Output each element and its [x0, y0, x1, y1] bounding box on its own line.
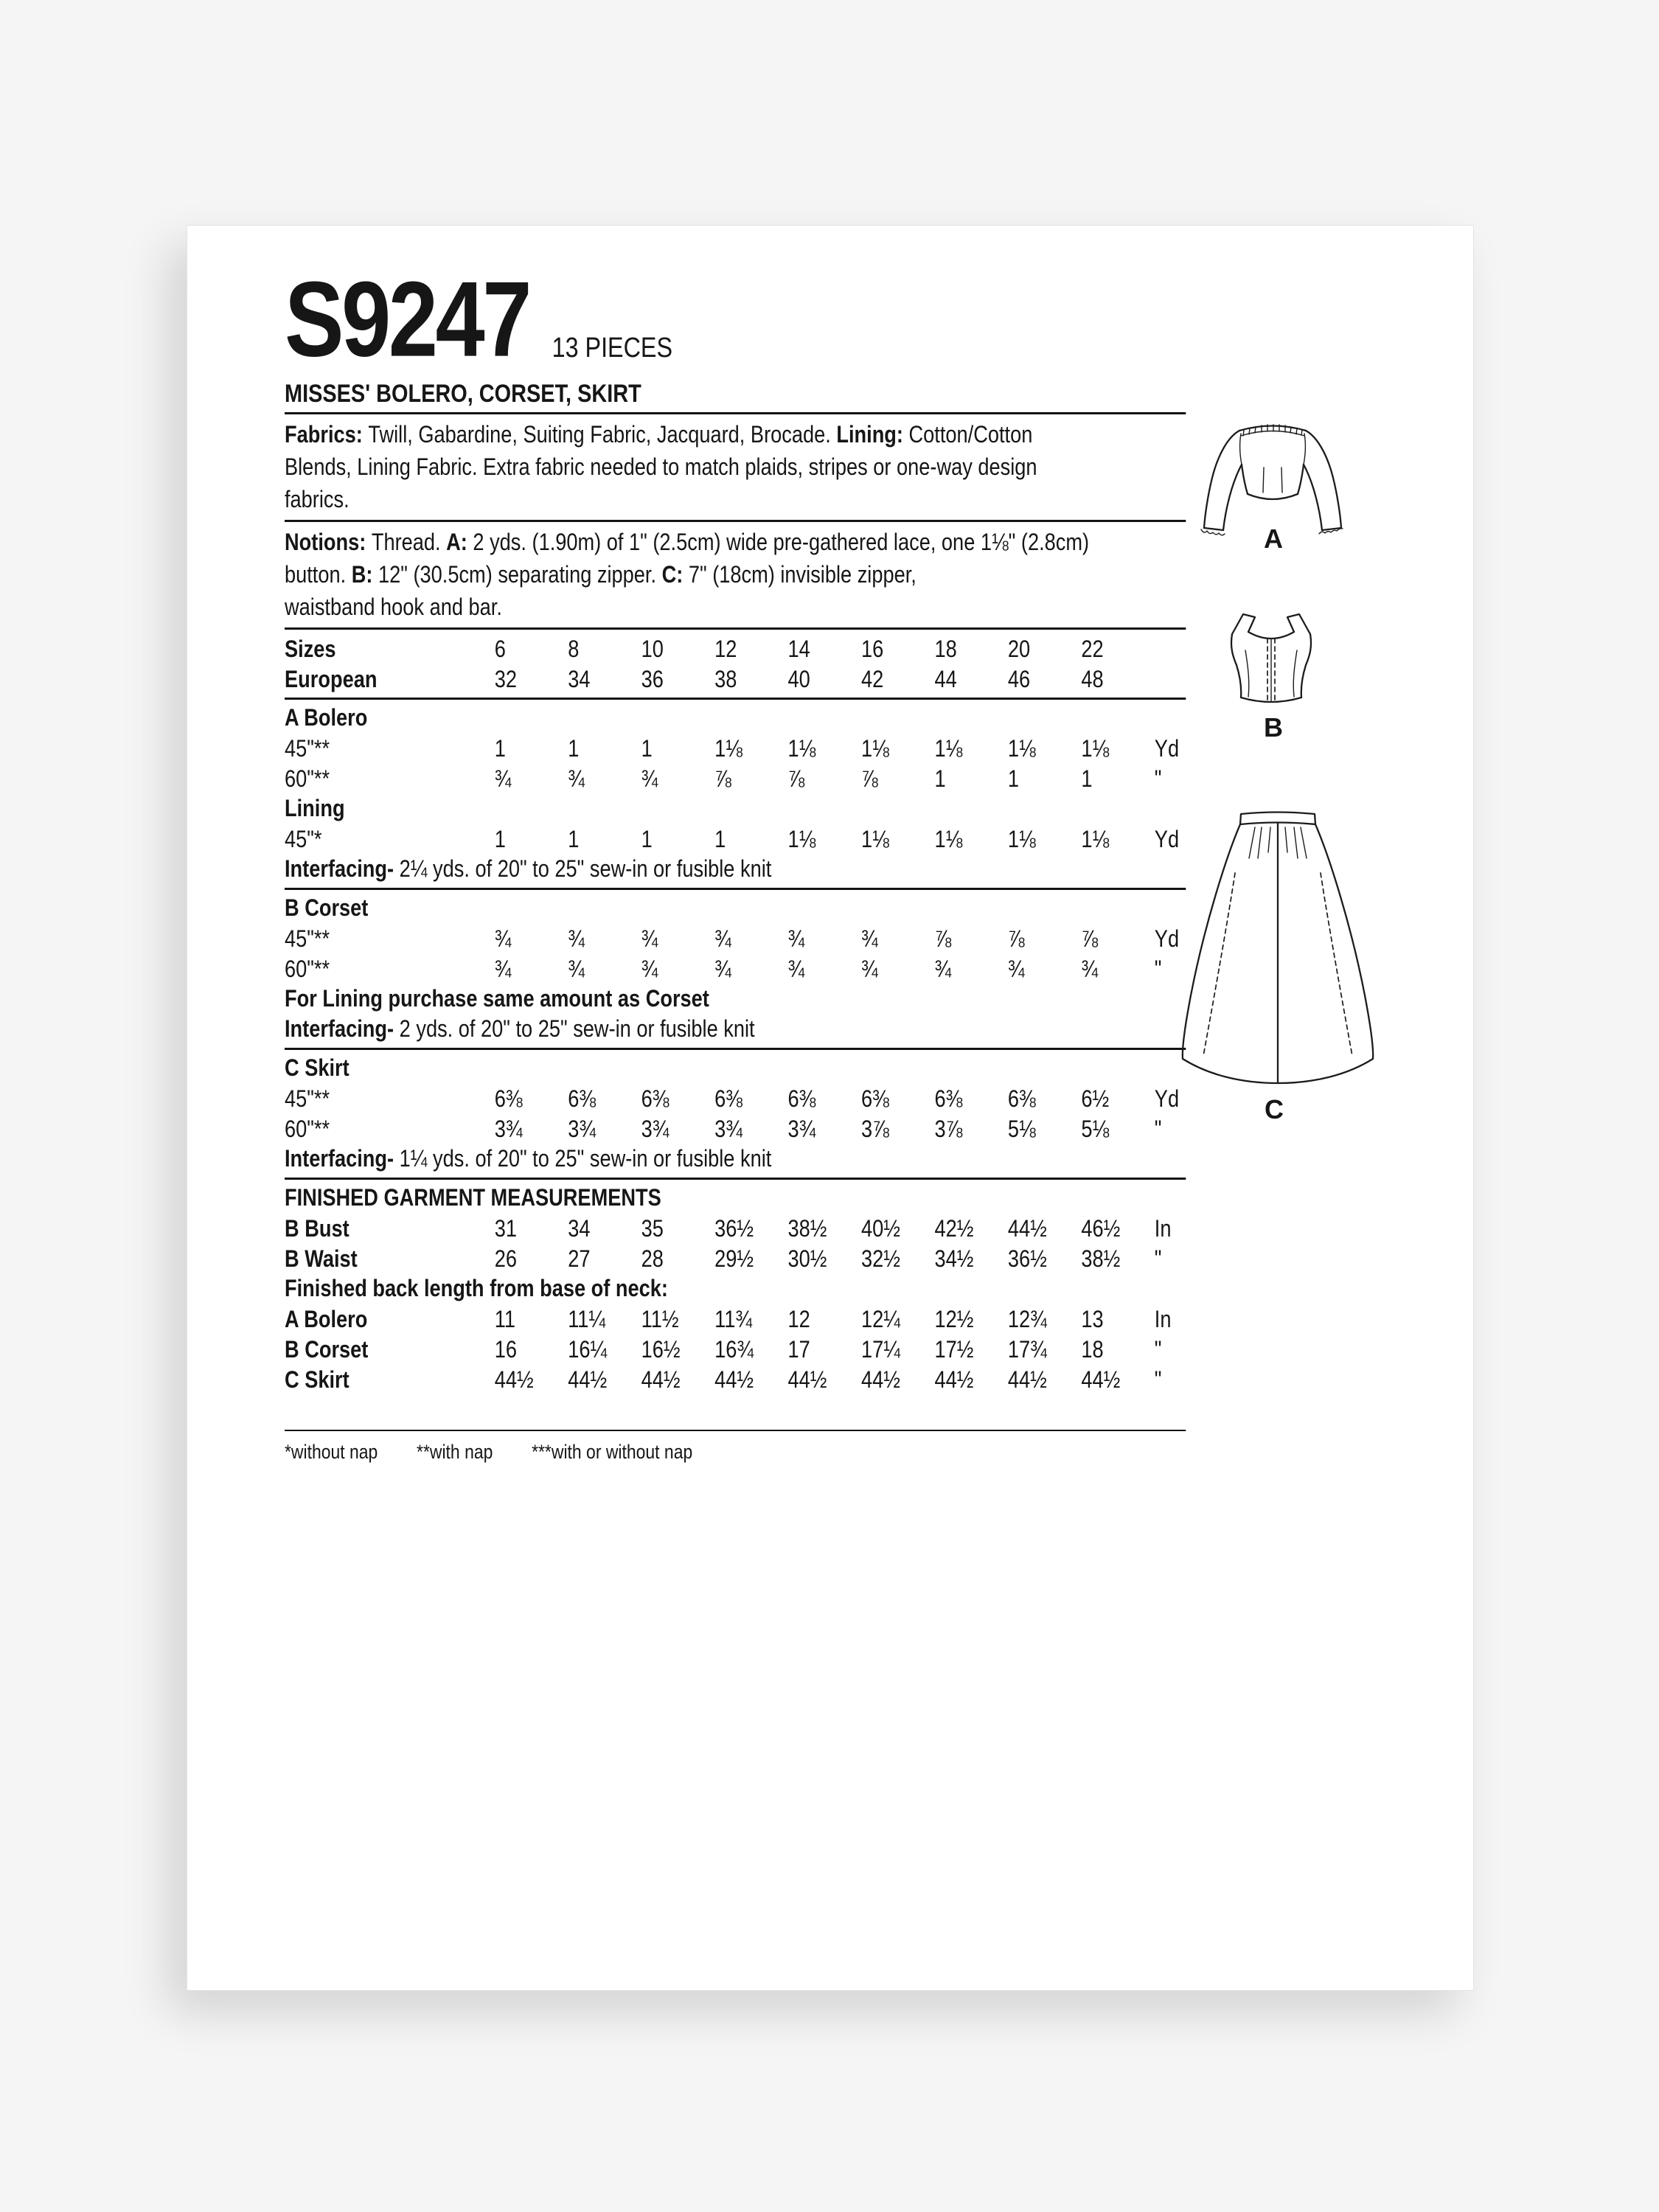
yardage-cell: 1⅛ [1081, 735, 1110, 762]
yardage-cell: ¾ [714, 925, 731, 952]
yardage-cell: 5⅛ [1081, 1116, 1110, 1142]
yardage-row [285, 1113, 1186, 1144]
yardage-row [285, 733, 1186, 763]
yardage-cell: 44½ [494, 1366, 534, 1393]
yardage-cell: ¾ [494, 765, 512, 792]
yardage-cell: 30½ [787, 1245, 827, 1272]
title-row [285, 260, 1186, 380]
yardage-cell: 46 [1007, 666, 1031, 692]
unit-cell: Yd [1154, 925, 1180, 952]
yardage-cell: 1⅛ [1081, 826, 1110, 852]
paragraph-text: Blends, Lining Fabric. Extra fabric needed to match plaids, stripes or one-way design [285, 453, 1037, 480]
yardage-cell: 17½ [934, 1336, 974, 1363]
paragraph-text: fabrics. [285, 486, 349, 512]
yardage-row [285, 1334, 1186, 1364]
yardage-cell: 1 [1081, 765, 1093, 792]
row-label: 60"** [285, 765, 330, 792]
yardage-cell: 6⅜ [568, 1085, 597, 1112]
yardage-cell: 44½ [1007, 1366, 1047, 1393]
unit-cell: " [1154, 1116, 1162, 1142]
yardage-cell: 40 [787, 666, 810, 692]
yardage-cell: ⅞ [861, 765, 878, 792]
fabrics-paragraph [285, 418, 1186, 515]
yardage-cell: 12¾ [1007, 1306, 1047, 1332]
yardage-cell: ¾ [568, 765, 585, 792]
unit-cell: " [1154, 1245, 1162, 1272]
paragraph-text: 7" (18cm) invisible zipper, [688, 561, 917, 588]
yardage-row [285, 1243, 1186, 1273]
yardage-cell: ¾ [787, 956, 805, 982]
footnote-item: ***with or without nap [532, 1441, 693, 1463]
yardage-cell: ¾ [641, 925, 658, 952]
yardage-cell: 16¾ [714, 1336, 754, 1363]
table-divider [285, 1048, 1186, 1050]
footnote-item: *without nap [285, 1441, 378, 1463]
divider [285, 520, 1186, 522]
yardage-cell: 44½ [1081, 1366, 1121, 1393]
yardage-cell: 3¾ [714, 1116, 742, 1142]
yardage-cell: 36½ [714, 1215, 754, 1242]
note-lead: Interfacing- [285, 855, 394, 882]
yardage-cell: 44½ [714, 1366, 754, 1393]
yardage-table [285, 633, 1186, 1394]
yardage-cell: 46½ [1081, 1215, 1121, 1242]
yardage-cell: 13 [1081, 1306, 1104, 1332]
yardage-cell: ⅞ [1081, 925, 1099, 952]
yardage-cell: 11½ [641, 1306, 679, 1332]
yardage-row [285, 664, 1186, 694]
yardage-cell: 11¾ [714, 1306, 753, 1332]
yardage-cell: 1⅛ [1007, 826, 1036, 852]
table-section-header: B Corset [285, 894, 369, 921]
yardage-cell: 12 [787, 1306, 810, 1332]
yardage-cell: 38½ [1081, 1245, 1121, 1272]
yardage-cell: ¾ [861, 925, 878, 952]
yardage-cell: 1⅛ [714, 735, 742, 762]
paragraph-text: 12" (30.5cm) separating zipper. [378, 561, 662, 588]
yardage-cell: 3¾ [568, 1116, 597, 1142]
table-section-header: FINISHED GARMENT MEASUREMENTS [285, 1184, 661, 1211]
paragraph-text: waistband hook and bar. [285, 594, 502, 620]
row-label: 45"** [285, 735, 330, 762]
row-label: 60"** [285, 1116, 330, 1142]
yardage-cell: 31 [494, 1215, 518, 1242]
yardage-cell: ⅞ [1007, 925, 1025, 952]
yardage-cell: 1⅛ [787, 826, 816, 852]
yardage-row [285, 824, 1186, 854]
yardage-cell: 17¼ [861, 1336, 900, 1363]
note-text: 2 yds. of 20" to 25" sew-in or fusible knit [394, 1015, 755, 1042]
yardage-cell: ¾ [1081, 956, 1099, 982]
paragraph-text: Thread. [371, 529, 447, 555]
bolero-label: A [1264, 524, 1283, 554]
table-section-header: Finished back length from base of neck: [285, 1275, 668, 1301]
yardage-cell: 1⅛ [934, 735, 963, 762]
yardage-cell: 32½ [861, 1245, 900, 1272]
yardage-cell: ⅞ [934, 925, 952, 952]
table-divider [285, 698, 1186, 700]
yardage-cell: 1⅛ [934, 826, 963, 852]
yardage-cell: ¾ [568, 956, 585, 982]
yardage-row [285, 953, 1186, 984]
yardage-cell: 1 [641, 735, 653, 762]
notions-paragraph [285, 526, 1186, 623]
table-section-header: C Skirt [285, 1054, 349, 1081]
yardage-cell: ¾ [494, 956, 512, 982]
yardage-cell: 3¾ [787, 1116, 816, 1142]
unit-cell: Yd [1154, 826, 1180, 852]
yardage-row [285, 1304, 1186, 1334]
yardage-cell: 18 [934, 636, 957, 662]
yardage-cell: 44½ [568, 1366, 608, 1393]
yardage-row [285, 1364, 1186, 1394]
unit-cell: " [1154, 956, 1162, 982]
yardage-cell: 36½ [1007, 1245, 1047, 1272]
yardage-cell: 38½ [787, 1215, 827, 1242]
yardage-cell: ¾ [787, 925, 805, 952]
note-text: 1¼ yds. of 20" to 25" sew-in or fusible knit [394, 1145, 772, 1172]
yardage-cell: 42 [861, 666, 884, 692]
yardage-row [285, 923, 1186, 953]
row-label: C Skirt [285, 1366, 349, 1393]
yardage-cell: 17 [787, 1336, 810, 1363]
yardage-cell: 44½ [787, 1366, 827, 1393]
yardage-cell: 3¾ [641, 1116, 669, 1142]
yardage-cell: 1 [1007, 765, 1020, 792]
yardage-cell: 44½ [1007, 1215, 1047, 1242]
row-label: B Corset [285, 1336, 369, 1363]
yardage-cell: 1 [568, 826, 580, 852]
yardage-cell: ⅞ [787, 765, 805, 792]
yardage-cell: ¾ [714, 956, 731, 982]
note-lead: For Lining purchase same amount as Corset [285, 985, 709, 1012]
table-divider [285, 1178, 1186, 1180]
yardage-cell: 6½ [1081, 1085, 1110, 1112]
table-note [285, 854, 1186, 884]
row-label: 45"** [285, 925, 330, 952]
yardage-cell: 42½ [934, 1215, 974, 1242]
yardage-cell: 32 [494, 666, 518, 692]
unit-cell: " [1154, 1366, 1162, 1393]
yardage-cell: 10 [641, 636, 664, 662]
yardage-cell: 3⅞ [861, 1116, 889, 1142]
yardage-cell: ¾ [641, 956, 658, 982]
bolero-illustration [1199, 416, 1346, 552]
yardage-cell: 6⅜ [494, 1085, 523, 1112]
yardage-cell: 6⅜ [641, 1085, 669, 1112]
yardage-cell: 11 [494, 1306, 515, 1332]
yardage-cell: ¾ [494, 925, 512, 952]
yardage-row [285, 1083, 1186, 1113]
skirt-label: C [1265, 1094, 1284, 1124]
yardage-cell: 29½ [714, 1245, 754, 1272]
unit-cell: Yd [1154, 735, 1180, 762]
yardage-cell: 44½ [934, 1366, 974, 1393]
yardage-cell: 12¼ [861, 1306, 900, 1332]
yardage-cell: 34 [568, 1215, 591, 1242]
row-label: European [285, 666, 378, 692]
footnote-divider [285, 1430, 1186, 1431]
garment-title: MISSES' BOLERO, CORSET, SKIRT [285, 380, 641, 408]
yardage-cell: 18 [1081, 1336, 1104, 1363]
row-label: 45"** [285, 1085, 330, 1112]
yardage-cell: 1⅛ [861, 826, 889, 852]
yardage-cell: 16 [861, 636, 884, 662]
yardage-cell: 6⅜ [787, 1085, 816, 1112]
paragraph-text: Twill, Gabardine, Suiting Fabric, Jacquard, Brocade. [368, 421, 837, 448]
yardage-cell: 1⅛ [861, 735, 889, 762]
yardage-cell: ⅞ [714, 765, 731, 792]
paragraph-lead: Fabrics: [285, 421, 369, 448]
unit-cell: Yd [1154, 1085, 1180, 1112]
note-text: 2¼ yds. of 20" to 25" sew-in or fusible knit [394, 855, 772, 882]
yardage-cell: 26 [494, 1245, 518, 1272]
yardage-cell: 34½ [934, 1245, 974, 1272]
yardage-cell: 3¾ [494, 1116, 523, 1142]
yardage-cell: ¾ [934, 956, 952, 982]
yardage-cell: ¾ [861, 956, 878, 982]
row-label: B Waist [285, 1245, 358, 1272]
nap-footnote [285, 1440, 1186, 1464]
yardage-cell: 16¼ [568, 1336, 608, 1363]
yardage-cell: 28 [641, 1245, 664, 1272]
yardage-cell: 6⅜ [861, 1085, 889, 1112]
pattern-envelope-back [187, 225, 1474, 1991]
yardage-cell: 35 [641, 1215, 664, 1242]
note-lead: Interfacing- [285, 1015, 394, 1042]
yardage-cell: 11¼ [568, 1306, 606, 1332]
yardage-cell: 16½ [641, 1336, 681, 1363]
pieces-count: 13 PIECES [552, 333, 673, 364]
table-section-header: Lining [285, 795, 345, 821]
footnote-item: **with nap [417, 1441, 493, 1463]
unit-cell: " [1154, 765, 1162, 792]
yardage-cell: 40½ [861, 1215, 900, 1242]
row-label: Sizes [285, 636, 336, 662]
table-note [285, 984, 1186, 1014]
yardage-cell: 1⅛ [1007, 735, 1036, 762]
row-label: 60"** [285, 956, 330, 982]
yardage-cell: 14 [787, 636, 810, 662]
yardage-row [285, 763, 1186, 793]
table-section-header: A Bolero [285, 704, 368, 731]
yardage-cell: 5⅛ [1007, 1116, 1036, 1142]
yardage-cell: 1 [494, 735, 506, 762]
yardage-cell: 22 [1081, 636, 1104, 662]
yardage-row [285, 1213, 1186, 1243]
unit-cell: In [1154, 1306, 1172, 1332]
yardage-cell: 12½ [934, 1306, 974, 1332]
corset-label: B [1264, 712, 1283, 742]
paragraph-text: 2 yds. (1.90m) of 1" (2.5cm) wide pre-gathered lace, one 1⅛" (2.8cm) [473, 529, 1090, 555]
yardage-cell: 6⅜ [714, 1085, 742, 1112]
yardage-cell: 38 [714, 666, 737, 692]
yardage-cell: 44 [934, 666, 957, 692]
corset-illustration [1223, 609, 1319, 742]
row-label: B Bust [285, 1215, 349, 1242]
row-label: A Bolero [285, 1306, 368, 1332]
yardage-cell: ¾ [641, 765, 658, 792]
paragraph-lead: Notions: [285, 529, 372, 555]
table-divider [285, 888, 1186, 890]
note-lead: Interfacing- [285, 1145, 394, 1172]
yardage-cell: 27 [568, 1245, 591, 1272]
yardage-cell: 34 [568, 666, 591, 692]
unit-cell: " [1154, 1336, 1162, 1363]
divider [285, 627, 1186, 630]
paragraph-text: button. [285, 561, 352, 588]
main-column [285, 260, 1186, 1464]
yardage-cell: 1 [494, 826, 506, 852]
yardage-cell: 3⅞ [934, 1116, 963, 1142]
yardage-cell: 20 [1007, 636, 1031, 662]
yardage-cell: 44½ [641, 1366, 681, 1393]
skirt-illustration [1179, 805, 1377, 1130]
skirt-back-view-icon [1179, 805, 1377, 1087]
paragraph-text: Cotton/Cotton [908, 421, 1033, 448]
yardage-cell: 48 [1081, 666, 1104, 692]
yardage-cell: ¾ [568, 925, 585, 952]
yardage-cell: 1⅛ [787, 735, 816, 762]
yardage-row [285, 633, 1186, 664]
yardage-cell: 1 [714, 826, 726, 852]
yardage-cell: 16 [494, 1336, 518, 1363]
pattern-number: S9247 [285, 260, 530, 380]
divider [285, 412, 1186, 414]
yardage-cell: 8 [568, 636, 580, 662]
yardage-cell: 12 [714, 636, 737, 662]
paragraph-lead: Lining: [836, 421, 909, 448]
yardage-cell: 17¾ [1007, 1336, 1047, 1363]
corset-back-view-icon [1223, 609, 1319, 709]
paragraph-lead: C: [661, 561, 689, 588]
yardage-cell: 1 [934, 765, 946, 792]
table-note [285, 1144, 1186, 1174]
yardage-cell: ¾ [1007, 956, 1025, 982]
table-note [285, 1014, 1186, 1044]
yardage-cell: 6⅜ [934, 1085, 963, 1112]
yardage-cell: 36 [641, 666, 664, 692]
yardage-cell: 6 [494, 636, 506, 662]
yardage-cell: 1 [568, 735, 580, 762]
row-label: 45"* [285, 826, 322, 852]
yardage-cell: 1 [641, 826, 653, 852]
unit-cell: In [1154, 1215, 1172, 1242]
paragraph-lead: B: [351, 561, 378, 588]
paragraph-lead: A: [446, 529, 473, 555]
yardage-cell: 6⅜ [1007, 1085, 1036, 1112]
yardage-cell: 44½ [861, 1366, 900, 1393]
